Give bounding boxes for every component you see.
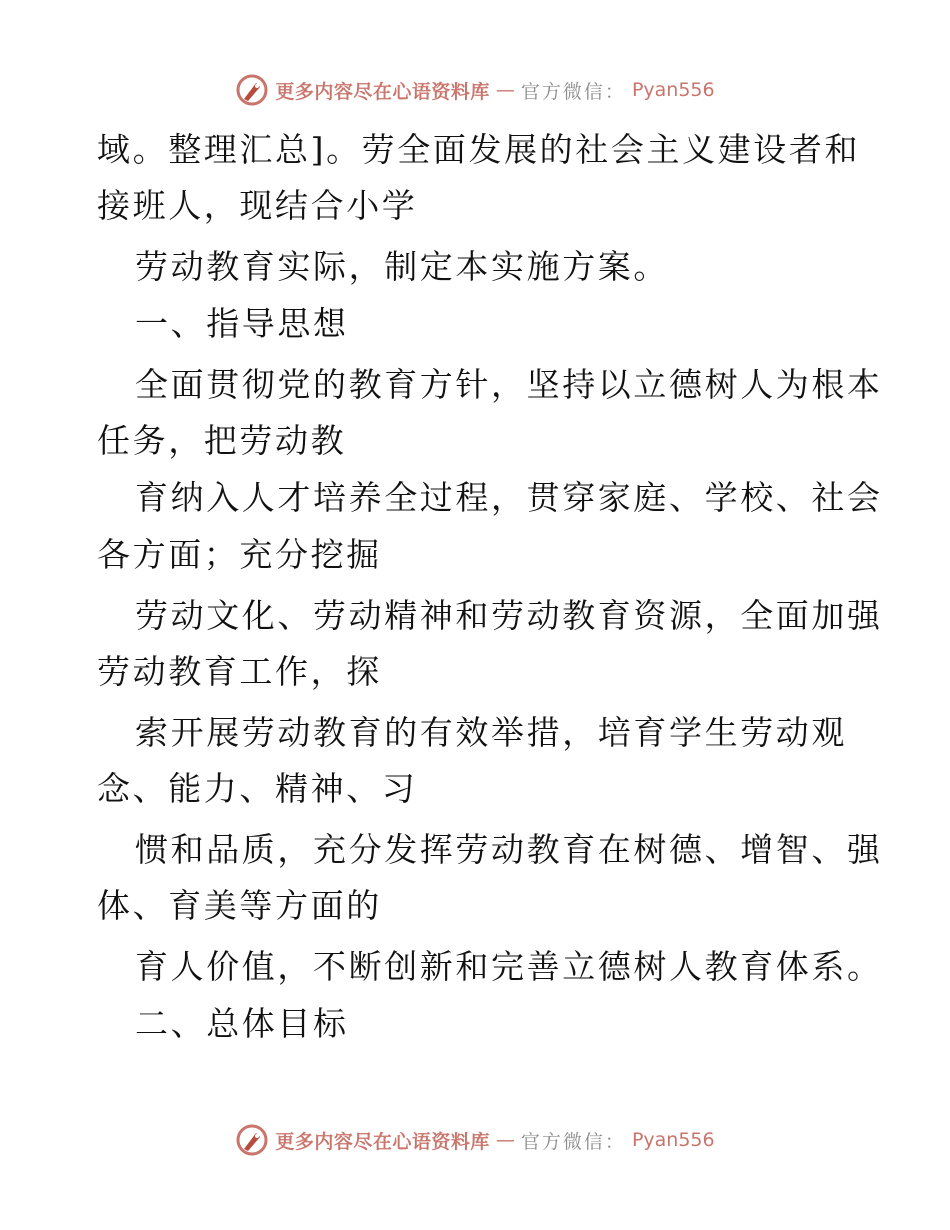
body-line: 任务，把劳动教 xyxy=(97,421,347,460)
body-line: 念、能力、精神、习 xyxy=(97,769,418,808)
body-line: 全面贯彻党的教育方针，坚持以立德树人为根本 xyxy=(135,365,883,404)
pen-nib-logo-icon xyxy=(235,1123,269,1157)
body-line: 劳动文化、劳动精神和劳动教育资源，全面加强 xyxy=(135,596,883,635)
watermark-wechat-label: 官方微信： xyxy=(520,80,626,103)
pen-nib-logo-icon xyxy=(235,73,269,107)
section-heading: 一、指导思想 xyxy=(135,304,349,343)
watermark-site-text: 更多内容尽在心语资料库 xyxy=(275,80,490,103)
body-line: 劳动教育实际，制定本实施方案。 xyxy=(135,247,669,286)
watermark-wechat-id: Pyan556 xyxy=(631,79,715,101)
body-line: 域。整理汇总]。劳全面发展的社会主义建设者和 xyxy=(97,130,861,169)
body-line: 劳动教育工作，探 xyxy=(97,652,382,691)
watermark-wechat-id: Pyan556 xyxy=(631,1129,715,1151)
body-line: 惯和品质，充分发挥劳动教育在树德、增智、强 xyxy=(135,830,883,869)
body-line: 体、育美等方面的 xyxy=(97,886,382,925)
section-heading: 二、总体目标 xyxy=(135,1004,349,1043)
body-line: 各方面；充分挖掘 xyxy=(97,535,382,574)
body-line: 索开展劳动教育的有效举措，培育学生劳动观 xyxy=(135,713,847,752)
watermark-dash: — xyxy=(495,1129,515,1151)
watermark-wechat-label: 官方微信： xyxy=(520,1130,626,1153)
header-watermark xyxy=(0,70,950,110)
watermark-dash: — xyxy=(495,79,515,101)
body-line: 育人价值，不断创新和完善立德树人教育体系。 xyxy=(135,947,883,986)
body-line: 育纳入人才培养全过程，贯穿家庭、学校、社会 xyxy=(135,478,883,517)
watermark-site-text: 更多内容尽在心语资料库 xyxy=(275,1130,490,1153)
body-line: 接班人，现结合小学 xyxy=(97,186,418,225)
footer-watermark xyxy=(0,1120,950,1160)
